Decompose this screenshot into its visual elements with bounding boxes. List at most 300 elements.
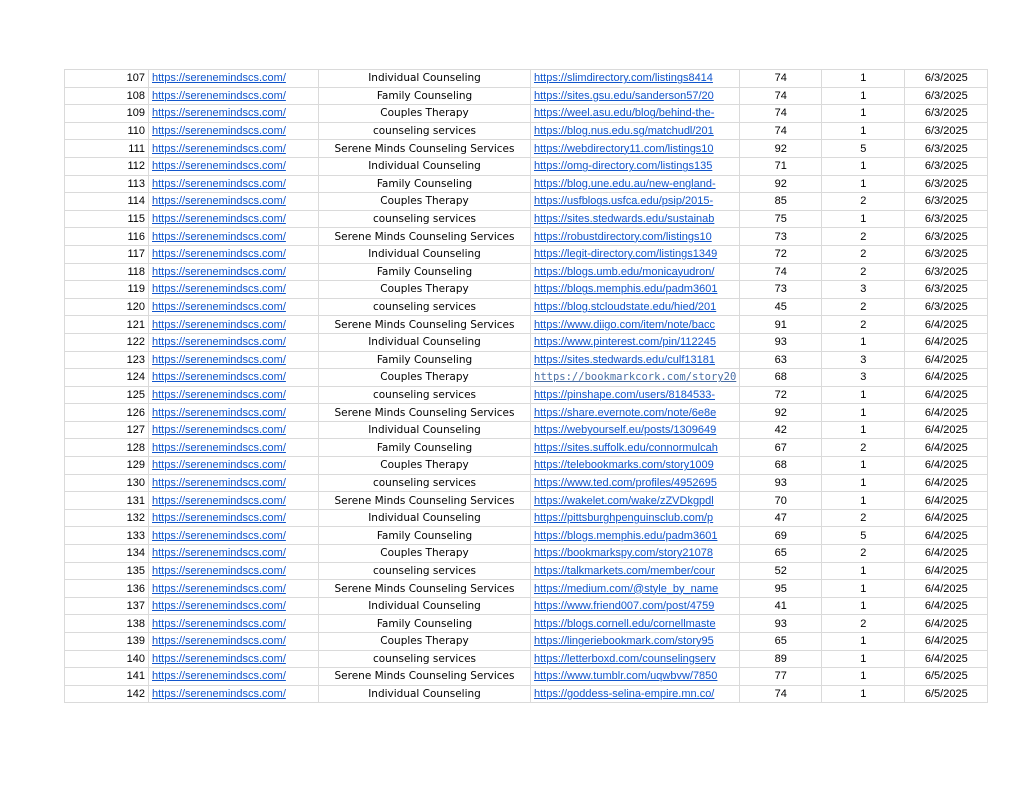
- date-cell: 6/3/2025: [905, 263, 988, 281]
- target-url-link[interactable]: https://serenemindscs.com/: [152, 160, 286, 173]
- backlink-url-link[interactable]: https://bookmarkcork.com/story20: [534, 371, 737, 384]
- backlink-url-link[interactable]: https://letterboxd.com/counselingserv: [534, 652, 716, 665]
- score-cell: 75: [740, 210, 822, 228]
- row-number-cell: 111: [65, 140, 149, 158]
- count-cell: 1: [822, 175, 905, 193]
- backlink-url-cell: [531, 157, 740, 175]
- score-cell: 74: [740, 105, 822, 123]
- date-cell: 6/3/2025: [905, 298, 988, 316]
- score-cell: 70: [740, 492, 822, 510]
- count-cell: 1: [822, 421, 905, 439]
- keyword-cell: Serene Minds Counseling Services: [319, 492, 531, 510]
- target-url-cell: [149, 157, 319, 175]
- target-url-link[interactable]: https://serenemindscs.com/: [152, 617, 286, 630]
- date-cell: 6/4/2025: [905, 316, 988, 334]
- target-url-link[interactable]: https://serenemindscs.com/: [152, 529, 286, 542]
- backlink-url-cell: [531, 193, 740, 211]
- count-cell: 1: [822, 457, 905, 475]
- score-cell: 68: [740, 369, 822, 387]
- backlink-url-cell: [531, 228, 740, 246]
- date-cell: 6/4/2025: [905, 386, 988, 404]
- target-url-link[interactable]: https://serenemindscs.com/: [152, 213, 286, 226]
- target-url-link[interactable]: https://serenemindscs.com/: [152, 107, 286, 120]
- target-url-cell: [149, 545, 319, 563]
- backlink-url-cell: [531, 105, 740, 123]
- count-cell: 3: [822, 369, 905, 387]
- target-url-link[interactable]: https://serenemindscs.com/: [152, 72, 286, 85]
- backlink-url-link[interactable]: https://sites.stedwards.edu/sustainab: [534, 213, 715, 226]
- score-cell: 93: [740, 333, 822, 351]
- backlink-url-cell: [531, 263, 740, 281]
- keyword-cell: Individual Counseling: [319, 685, 531, 703]
- row-number-cell: 129: [65, 457, 149, 475]
- keyword-cell: counseling services: [319, 210, 531, 228]
- backlink-url-cell: [531, 474, 740, 492]
- date-cell: 6/5/2025: [905, 685, 988, 703]
- count-cell: 3: [822, 351, 905, 369]
- keyword-cell: counseling services: [319, 650, 531, 668]
- score-cell: 41: [740, 597, 822, 615]
- keyword-cell: counseling services: [319, 386, 531, 404]
- keyword-cell: Family Counseling: [319, 439, 531, 457]
- target-url-link[interactable]: https://serenemindscs.com/: [152, 371, 286, 384]
- date-cell: 6/3/2025: [905, 70, 988, 88]
- keyword-cell: counseling services: [319, 562, 531, 580]
- backlink-url-link[interactable]: https://www.pinterest.com/pin/112245: [534, 336, 717, 349]
- target-url-cell: [149, 439, 319, 457]
- target-url-cell: [149, 421, 319, 439]
- backlink-url-link[interactable]: https://wakelet.com/wake/zZVDkgpdl: [534, 494, 714, 507]
- backlink-url-cell: [531, 245, 740, 263]
- count-cell: 1: [822, 562, 905, 580]
- target-url-cell: [149, 351, 319, 369]
- backlink-url-link[interactable]: https://www.diigo.com/item/note/bacc: [534, 318, 715, 331]
- target-url-cell: [149, 175, 319, 193]
- target-url-cell: [149, 210, 319, 228]
- target-url-cell: [149, 580, 319, 598]
- table-row: [65, 545, 988, 563]
- count-cell: 1: [822, 668, 905, 686]
- score-cell: 73: [740, 228, 822, 246]
- table-row: [65, 351, 988, 369]
- table-row: [65, 474, 988, 492]
- row-number-cell: 114: [65, 193, 149, 211]
- target-url-link[interactable]: https://serenemindscs.com/: [152, 301, 286, 314]
- count-cell: 1: [822, 122, 905, 140]
- row-number-cell: 122: [65, 333, 149, 351]
- backlink-url-cell: [531, 457, 740, 475]
- count-cell: 1: [822, 404, 905, 422]
- count-cell: 2: [822, 193, 905, 211]
- row-number-cell: 113: [65, 175, 149, 193]
- target-url-link[interactable]: https://serenemindscs.com/: [152, 441, 286, 454]
- target-url-link[interactable]: https://serenemindscs.com/: [152, 177, 286, 190]
- count-cell: 2: [822, 316, 905, 334]
- date-cell: 6/5/2025: [905, 668, 988, 686]
- table-row: [65, 527, 988, 545]
- date-cell: 6/4/2025: [905, 492, 988, 510]
- target-url-link[interactable]: https://serenemindscs.com/: [152, 353, 286, 366]
- keyword-cell: Family Counseling: [319, 263, 531, 281]
- table-row: [65, 245, 988, 263]
- backlink-url-cell: [531, 281, 740, 299]
- date-cell: 6/4/2025: [905, 597, 988, 615]
- score-cell: 95: [740, 580, 822, 598]
- backlink-url-cell: [531, 562, 740, 580]
- row-number-cell: 107: [65, 70, 149, 88]
- target-url-link[interactable]: https://serenemindscs.com/: [152, 248, 286, 261]
- target-url-link[interactable]: https://serenemindscs.com/: [152, 388, 286, 401]
- keyword-cell: Individual Counseling: [319, 70, 531, 88]
- backlink-url-link[interactable]: https://sites.stedwards.edu/culf13181: [534, 353, 715, 366]
- backlink-url-cell: [531, 351, 740, 369]
- target-url-link[interactable]: https://serenemindscs.com/: [152, 635, 286, 648]
- date-cell: 6/4/2025: [905, 615, 988, 633]
- row-number-cell: 138: [65, 615, 149, 633]
- score-cell: 74: [740, 263, 822, 281]
- target-url-link[interactable]: https://serenemindscs.com/: [152, 670, 286, 683]
- row-number-cell: 112: [65, 157, 149, 175]
- target-url-link[interactable]: https://serenemindscs.com/: [152, 564, 286, 577]
- table-row: [65, 685, 988, 703]
- backlink-url-cell: [531, 597, 740, 615]
- keyword-cell: Family Counseling: [319, 527, 531, 545]
- backlink-table: [64, 69, 988, 703]
- target-url-link[interactable]: https://serenemindscs.com/: [152, 688, 286, 701]
- table-row: [65, 105, 988, 123]
- target-url-link[interactable]: https://serenemindscs.com/: [152, 406, 286, 419]
- date-cell: 6/3/2025: [905, 281, 988, 299]
- keyword-cell: Serene Minds Counseling Services: [319, 668, 531, 686]
- keyword-cell: Serene Minds Counseling Services: [319, 580, 531, 598]
- backlink-url-cell: [531, 386, 740, 404]
- target-url-link[interactable]: https://serenemindscs.com/: [152, 142, 286, 155]
- keyword-cell: Couples Therapy: [319, 545, 531, 563]
- count-cell: 1: [822, 474, 905, 492]
- table-row: [65, 580, 988, 598]
- keyword-cell: Family Counseling: [319, 351, 531, 369]
- backlink-url-cell: [531, 175, 740, 193]
- backlink-url-link[interactable]: https://share.evernote.com/note/6e8e: [534, 406, 717, 419]
- table-row: [65, 597, 988, 615]
- date-cell: 6/3/2025: [905, 193, 988, 211]
- row-number-cell: 123: [65, 351, 149, 369]
- row-number-cell: 142: [65, 685, 149, 703]
- row-number-cell: 124: [65, 369, 149, 387]
- count-cell: 1: [822, 333, 905, 351]
- backlink-url-link[interactable]: https://blogs.cornell.edu/cornellmaste: [534, 617, 716, 630]
- backlink-url-cell: [531, 404, 740, 422]
- target-url-link[interactable]: https://serenemindscs.com/: [152, 265, 286, 278]
- score-cell: 92: [740, 404, 822, 422]
- row-number-cell: 109: [65, 105, 149, 123]
- score-cell: 72: [740, 245, 822, 263]
- score-cell: 45: [740, 298, 822, 316]
- backlink-url-link[interactable]: https://pittsburghpenguinsclub.com/p: [534, 512, 714, 525]
- target-url-cell: [149, 298, 319, 316]
- date-cell: 6/4/2025: [905, 650, 988, 668]
- backlink-url-link[interactable]: https://slimdirectory.com/listings8414: [534, 72, 713, 85]
- backlink-url-cell: [531, 210, 740, 228]
- backlink-url-link[interactable]: https://sites.suffolk.edu/connormulcah: [534, 441, 718, 454]
- table-row: [65, 615, 988, 633]
- table-row: [65, 650, 988, 668]
- count-cell: 2: [822, 228, 905, 246]
- score-cell: 74: [740, 87, 822, 105]
- date-cell: 6/3/2025: [905, 87, 988, 105]
- row-number-cell: 140: [65, 650, 149, 668]
- table-row: [65, 140, 988, 158]
- table-row: [65, 263, 988, 281]
- target-url-link[interactable]: https://serenemindscs.com/: [152, 547, 286, 560]
- backlink-url-link[interactable]: https://legit-directory.com/listings1349: [534, 248, 718, 261]
- table-row: [65, 281, 988, 299]
- count-cell: 1: [822, 70, 905, 88]
- table-row: [65, 175, 988, 193]
- table-row: [65, 668, 988, 686]
- backlink-url-cell: [531, 369, 740, 387]
- table-row: [65, 210, 988, 228]
- table-row: [65, 316, 988, 334]
- table-row: [65, 298, 988, 316]
- target-url-cell: [149, 633, 319, 651]
- table-row: [65, 633, 988, 651]
- keyword-cell: Couples Therapy: [319, 457, 531, 475]
- keyword-cell: Couples Therapy: [319, 105, 531, 123]
- date-cell: 6/3/2025: [905, 228, 988, 246]
- backlink-url-cell: [531, 316, 740, 334]
- target-url-cell: [149, 263, 319, 281]
- count-cell: 1: [822, 492, 905, 510]
- keyword-cell: Individual Counseling: [319, 421, 531, 439]
- date-cell: 6/3/2025: [905, 157, 988, 175]
- score-cell: 74: [740, 685, 822, 703]
- target-url-cell: [149, 316, 319, 334]
- score-cell: 69: [740, 527, 822, 545]
- count-cell: 1: [822, 650, 905, 668]
- target-url-cell: [149, 369, 319, 387]
- table-row: [65, 228, 988, 246]
- row-number-cell: 137: [65, 597, 149, 615]
- backlink-url-link[interactable]: https://blog.nus.edu.sg/matchudl/201: [534, 125, 714, 138]
- backlink-url-link[interactable]: https://robustdirectory.com/listings10: [534, 230, 712, 243]
- keyword-cell: Family Counseling: [319, 175, 531, 193]
- date-cell: 6/4/2025: [905, 369, 988, 387]
- backlink-url-link[interactable]: https://webdirectory11.com/listings10: [534, 142, 714, 155]
- keyword-cell: counseling services: [319, 298, 531, 316]
- backlink-url-link[interactable]: https://blog.une.edu.au/new-england-: [534, 177, 716, 190]
- backlink-url-cell: [531, 527, 740, 545]
- backlink-url-link[interactable]: https://blog.stcloudstate.edu/hied/201: [534, 301, 717, 314]
- table-row: [65, 70, 988, 88]
- target-url-cell: [149, 492, 319, 510]
- row-number-cell: 133: [65, 527, 149, 545]
- keyword-cell: Serene Minds Counseling Services: [319, 228, 531, 246]
- date-cell: 6/3/2025: [905, 105, 988, 123]
- keyword-cell: Serene Minds Counseling Services: [319, 404, 531, 422]
- date-cell: 6/4/2025: [905, 562, 988, 580]
- target-url-cell: [149, 122, 319, 140]
- keyword-cell: Couples Therapy: [319, 633, 531, 651]
- target-url-cell: [149, 597, 319, 615]
- date-cell: 6/4/2025: [905, 509, 988, 527]
- backlink-url-link[interactable]: https://medium.com/@style_by_name: [534, 582, 719, 595]
- keyword-cell: Serene Minds Counseling Services: [319, 140, 531, 158]
- date-cell: 6/4/2025: [905, 474, 988, 492]
- score-cell: 92: [740, 140, 822, 158]
- target-url-link[interactable]: https://serenemindscs.com/: [152, 476, 286, 489]
- row-number-cell: 115: [65, 210, 149, 228]
- score-cell: 47: [740, 509, 822, 527]
- table-row: [65, 369, 988, 387]
- target-url-link[interactable]: https://serenemindscs.com/: [152, 652, 286, 665]
- date-cell: 6/4/2025: [905, 439, 988, 457]
- row-number-cell: 119: [65, 281, 149, 299]
- row-number-cell: 127: [65, 421, 149, 439]
- target-url-link[interactable]: https://serenemindscs.com/: [152, 318, 286, 331]
- target-url-link[interactable]: https://serenemindscs.com/: [152, 600, 286, 613]
- keyword-cell: counseling services: [319, 122, 531, 140]
- backlink-url-link[interactable]: https://lingeriebookmark.com/story95: [534, 635, 714, 648]
- target-url-cell: [149, 474, 319, 492]
- backlink-url-cell: [531, 580, 740, 598]
- score-cell: 77: [740, 668, 822, 686]
- target-url-link[interactable]: https://serenemindscs.com/: [152, 459, 286, 472]
- count-cell: 2: [822, 245, 905, 263]
- date-cell: 6/4/2025: [905, 404, 988, 422]
- backlink-url-cell: [531, 122, 740, 140]
- score-cell: 65: [740, 545, 822, 563]
- backlink-url-link[interactable]: https://omg-directory.com/listings135: [534, 160, 713, 173]
- target-url-link[interactable]: https://serenemindscs.com/: [152, 494, 286, 507]
- score-cell: 42: [740, 421, 822, 439]
- count-cell: 2: [822, 439, 905, 457]
- table-row: [65, 492, 988, 510]
- table-row: [65, 157, 988, 175]
- table-row: [65, 87, 988, 105]
- count-cell: 1: [822, 87, 905, 105]
- target-url-cell: [149, 245, 319, 263]
- backlink-url-link[interactable]: https://talkmarkets.com/member/cour: [534, 564, 715, 577]
- score-cell: 74: [740, 70, 822, 88]
- date-cell: 6/3/2025: [905, 122, 988, 140]
- date-cell: 6/4/2025: [905, 333, 988, 351]
- keyword-cell: Couples Therapy: [319, 369, 531, 387]
- target-url-cell: [149, 457, 319, 475]
- target-url-cell: [149, 228, 319, 246]
- backlink-url-link[interactable]: https://weel.asu.edu/blog/behind-the-: [534, 107, 715, 120]
- score-cell: 72: [740, 386, 822, 404]
- backlink-url-cell: [531, 421, 740, 439]
- score-cell: 68: [740, 457, 822, 475]
- score-cell: 93: [740, 615, 822, 633]
- count-cell: 1: [822, 386, 905, 404]
- row-number-cell: 110: [65, 122, 149, 140]
- keyword-cell: Serene Minds Counseling Services: [319, 316, 531, 334]
- keyword-cell: Family Counseling: [319, 87, 531, 105]
- backlink-url-link[interactable]: https://telebookmarks.com/story1009: [534, 459, 714, 472]
- backlink-url-link[interactable]: https://bookmarkspy.com/story21078: [534, 547, 713, 560]
- score-cell: 67: [740, 439, 822, 457]
- row-number-cell: 136: [65, 580, 149, 598]
- count-cell: 1: [822, 210, 905, 228]
- count-cell: 1: [822, 633, 905, 651]
- row-number-cell: 126: [65, 404, 149, 422]
- table-row: [65, 333, 988, 351]
- keyword-cell: Individual Counseling: [319, 509, 531, 527]
- backlink-url-link[interactable]: https://pinshape.com/users/8184533-: [534, 388, 716, 401]
- target-url-cell: [149, 404, 319, 422]
- target-url-cell: [149, 281, 319, 299]
- row-number-cell: 108: [65, 87, 149, 105]
- target-url-link[interactable]: https://serenemindscs.com/: [152, 89, 286, 102]
- target-url-link[interactable]: https://serenemindscs.com/: [152, 512, 286, 525]
- row-number-cell: 135: [65, 562, 149, 580]
- row-number-cell: 139: [65, 633, 149, 651]
- table-row: [65, 421, 988, 439]
- date-cell: 6/4/2025: [905, 457, 988, 475]
- backlink-url-link[interactable]: https://usfblogs.usfca.edu/psip/2015-: [534, 195, 714, 208]
- count-cell: 2: [822, 509, 905, 527]
- score-cell: 63: [740, 351, 822, 369]
- target-url-link[interactable]: https://serenemindscs.com/: [152, 336, 286, 349]
- count-cell: 3: [822, 281, 905, 299]
- score-cell: 52: [740, 562, 822, 580]
- backlink-url-link[interactable]: https://www.tumblr.com/uqwbvw/7850: [534, 670, 718, 683]
- row-number-cell: 130: [65, 474, 149, 492]
- row-number-cell: 121: [65, 316, 149, 334]
- backlink-url-link[interactable]: https://sites.gsu.edu/sanderson57/20: [534, 89, 714, 102]
- keyword-cell: Individual Counseling: [319, 245, 531, 263]
- backlink-url-cell: [531, 668, 740, 686]
- target-url-link[interactable]: https://serenemindscs.com/: [152, 424, 286, 437]
- keyword-cell: Individual Counseling: [319, 597, 531, 615]
- backlink-url-link[interactable]: https://blogs.memphis.edu/padm3601: [534, 283, 718, 296]
- backlink-url-link[interactable]: https://www.friend007.com/post/4759: [534, 600, 715, 613]
- date-cell: 6/4/2025: [905, 545, 988, 563]
- score-cell: 65: [740, 633, 822, 651]
- date-cell: 6/4/2025: [905, 527, 988, 545]
- target-url-link[interactable]: https://serenemindscs.com/: [152, 195, 286, 208]
- row-number-cell: 128: [65, 439, 149, 457]
- target-url-cell: [149, 615, 319, 633]
- backlink-url-link[interactable]: https://goddess-selina-empire.mn.co/: [534, 688, 715, 701]
- target-url-cell: [149, 527, 319, 545]
- date-cell: 6/3/2025: [905, 210, 988, 228]
- backlink-url-cell: [531, 492, 740, 510]
- backlink-url-link[interactable]: https://blogs.memphis.edu/padm3601: [534, 529, 718, 542]
- target-url-cell: [149, 562, 319, 580]
- backlink-url-cell: [531, 685, 740, 703]
- count-cell: 5: [822, 140, 905, 158]
- date-cell: 6/3/2025: [905, 245, 988, 263]
- target-url-cell: [149, 386, 319, 404]
- target-url-link[interactable]: https://serenemindscs.com/: [152, 125, 286, 138]
- target-url-link[interactable]: https://serenemindscs.com/: [152, 230, 286, 243]
- backlink-url-cell: [531, 439, 740, 457]
- backlink-url-cell: [531, 509, 740, 527]
- score-cell: 71: [740, 157, 822, 175]
- target-url-cell: [149, 70, 319, 88]
- backlink-url-cell: [531, 615, 740, 633]
- backlink-url-cell: [531, 298, 740, 316]
- target-url-link[interactable]: https://serenemindscs.com/: [152, 283, 286, 296]
- backlink-url-link[interactable]: https://www.ted.com/profiles/4952695: [534, 476, 717, 489]
- target-url-link[interactable]: https://serenemindscs.com/: [152, 582, 286, 595]
- backlink-url-link[interactable]: https://webyourself.eu/posts/1309649: [534, 424, 717, 437]
- table-row: [65, 457, 988, 475]
- backlink-url-link[interactable]: https://blogs.umb.edu/monicayudron/: [534, 265, 715, 278]
